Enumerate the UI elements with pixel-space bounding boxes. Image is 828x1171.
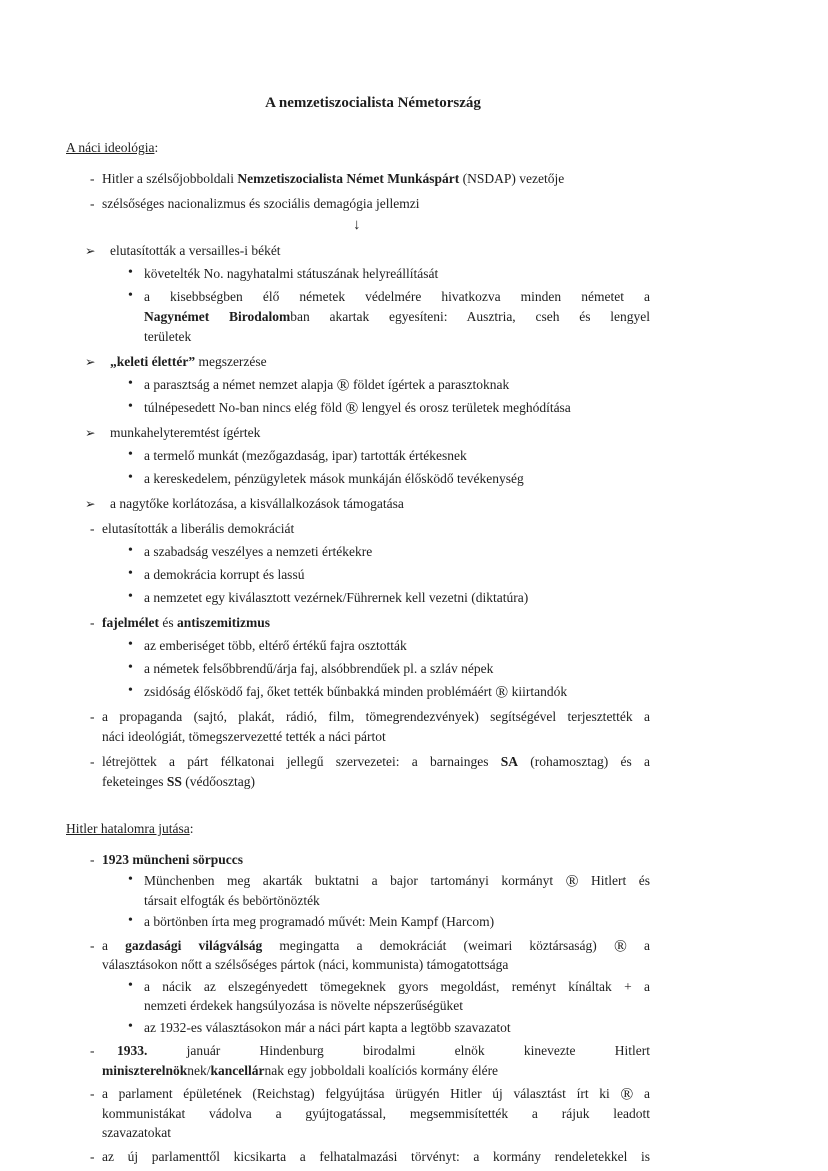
dash-bullet-icon: - <box>90 937 95 953</box>
text: (NSDAP) vezetője <box>459 171 565 186</box>
text: munkahelyteremtést ígértek <box>110 425 261 440</box>
list-item <box>66 469 650 489</box>
bold-text: kancellár <box>210 1062 265 1078</box>
section-2 <box>66 819 650 1166</box>
dash-bullet-icon: - <box>90 196 95 211</box>
text: társait elfogták és bebörtönözték <box>144 892 320 908</box>
text-line <box>110 352 650 372</box>
dot-bullet-icon: • <box>128 660 133 675</box>
dot-bullet-icon: • <box>128 447 133 462</box>
text: náci ideológiát, tömegszervezetté tették a náci pártot <box>102 729 386 744</box>
text-line <box>102 727 650 747</box>
text-line <box>102 1104 650 1124</box>
text-line <box>102 936 650 956</box>
text: földet ígértek a parasztoknak <box>349 377 510 392</box>
text: megingatta a demokráciát (weimari köztársaság) <box>262 937 614 953</box>
list-item <box>66 542 650 562</box>
circled-r-icon: ® <box>336 375 350 395</box>
text-line <box>102 707 650 727</box>
text-line <box>144 659 650 679</box>
text-line <box>102 1147 650 1167</box>
text-line <box>144 542 650 562</box>
text-line <box>144 375 650 395</box>
text: a kisebbségben élő németek védelmére hivatkozva minden németet a <box>144 289 650 304</box>
dot-bullet-icon: • <box>128 637 133 652</box>
dot-bullet-icon: • <box>128 399 133 414</box>
list-item <box>66 850 650 870</box>
bold-text: antiszemitizmus <box>176 615 270 630</box>
text: a <box>633 1086 651 1101</box>
text: szavazatokat <box>102 1125 171 1140</box>
text-line <box>144 469 650 489</box>
text: és <box>158 615 177 630</box>
list-item <box>66 707 650 747</box>
bold-text: fajelmélet <box>102 615 159 630</box>
list-item <box>66 423 650 443</box>
bold-text: 1923 müncheni sörpuccs <box>102 851 244 867</box>
text-line <box>102 850 650 870</box>
text: elutasították a versailles-i békét <box>110 243 281 258</box>
text-line <box>144 636 650 656</box>
text: az új parlamenttől kicsikarta a felhatalmazási törvényt: a kormány rendeletekkel is <box>102 1148 650 1164</box>
text-line <box>144 912 650 932</box>
document-title: A nemzetiszocialista Németország <box>265 95 481 111</box>
text-line <box>102 1084 650 1104</box>
text: a parlament épületének (Reichstag) felgyújtása ürügyén Hitler új választást írt ki <box>102 1086 621 1101</box>
dash-bullet-icon: - <box>90 521 95 536</box>
arrow-bullet-icon: ➢ <box>85 426 96 440</box>
text: kommunistákat vádolva a gyújtogatással, megsemmisítették a rájuk leadott <box>102 1105 650 1121</box>
text: a börtönben írta meg programadó művét: Mein Kampf (Harcom) <box>144 914 495 929</box>
list-item <box>66 446 650 466</box>
text-line <box>144 264 650 284</box>
text: túlnépesedett No-ban nincs elég föld <box>144 400 346 415</box>
bold-text: SS <box>166 774 182 789</box>
circled-r-icon: ® <box>495 682 509 702</box>
list-item <box>66 1041 650 1080</box>
text: nak egy jobboldali koalíciós kormány élére <box>264 1062 499 1078</box>
arrow-bullet-icon: ➢ <box>85 244 96 258</box>
text-line <box>110 241 650 261</box>
text: választásokon nőtt a szélsőséges pártok (náci, kommunista) támogatottsága <box>102 957 509 972</box>
list-item <box>66 871 650 910</box>
list-item <box>66 494 650 514</box>
dot-bullet-icon: • <box>128 977 133 993</box>
text-line <box>102 1123 650 1143</box>
text: a propaganda (sajtó, plakát, rádió, film, tömegrendezvények) segítségével terjesztették a <box>102 709 650 724</box>
text: az 1932-es választásokon már a náci párt kapta a legtöbb szavazatot <box>144 1019 511 1035</box>
text: szélsőséges nacionalizmus és szociális demagógia jellemzi <box>102 196 420 211</box>
list-item <box>66 565 650 585</box>
bold-text: miniszterelnök <box>102 1062 188 1078</box>
text: kiirtandók <box>508 684 568 699</box>
text-line <box>102 1041 650 1061</box>
list-item <box>66 588 650 608</box>
list-item <box>66 375 650 395</box>
text-line <box>144 996 650 1016</box>
text: a parasztság a német nemzet alapja <box>144 377 337 392</box>
text: elutasították a liberális demokráciát <box>102 521 295 536</box>
text: ban akartak egyesíteni: Ausztria, cseh és lengyel <box>290 309 650 324</box>
text-line <box>144 327 650 347</box>
section-1 <box>66 138 650 792</box>
dash-bullet-icon: - <box>90 615 95 630</box>
text-line <box>102 752 650 772</box>
text: Münchenben meg akarták buktatni a bajor tartományi kormányt <box>144 873 566 888</box>
dot-bullet-icon: • <box>128 683 133 698</box>
text: a demokrácia korrupt és lassú <box>144 567 305 582</box>
text: az emberiséget több, eltérő értékű fajra osztották <box>144 638 407 653</box>
text: január Hindenburg birodalmi elnök kinevezte Hitlert <box>147 1043 650 1058</box>
list-item <box>66 398 650 418</box>
circled-r-icon: ® <box>345 398 359 418</box>
list-item <box>66 241 650 261</box>
text: lengyel és orosz területek meghódítása <box>358 400 571 415</box>
text-line <box>102 194 650 214</box>
bold-text: 1933. <box>117 1043 148 1058</box>
text-line <box>144 871 650 891</box>
text: Hitlert és <box>578 873 650 888</box>
list-item <box>66 613 650 633</box>
text: létrejöttek a párt félkatonai jellegű szervezetei: a barnainges <box>102 754 501 769</box>
list-item <box>66 752 650 792</box>
text-line <box>102 772 650 792</box>
dot-bullet-icon: • <box>128 288 133 303</box>
text: a nagytőke korlátozása, a kisvállalkozások támogatása <box>110 496 404 511</box>
dash-bullet-icon: - <box>90 709 95 724</box>
text-line <box>144 565 650 585</box>
dot-bullet-icon: • <box>128 265 133 280</box>
text-line <box>144 977 650 997</box>
text: követelték No. nagyhatalmi státuszának helyreállítását <box>144 266 439 281</box>
text: a termelő munkát (mezőgazdaság, ipar) tartották értékesnek <box>144 448 467 463</box>
list-item <box>66 264 650 284</box>
text-line <box>110 494 650 514</box>
text: (védőosztag) <box>181 774 255 789</box>
text-line <box>144 398 650 418</box>
dot-bullet-icon: • <box>128 913 133 928</box>
down-arrow-icon: ↓ <box>353 217 361 233</box>
text-line <box>102 519 650 539</box>
text-line <box>144 287 650 307</box>
text-line <box>102 613 650 633</box>
dot-bullet-icon: • <box>128 376 133 391</box>
section-heading: Hitler hatalomra jutása: <box>66 821 194 836</box>
list-item <box>66 519 650 539</box>
dash-bullet-icon: - <box>90 1086 95 1101</box>
dash-bullet-icon: - <box>90 754 95 769</box>
text: feketeinges <box>102 774 167 789</box>
circled-r-icon: ® <box>613 936 627 955</box>
text-line <box>102 955 650 975</box>
bold-text: „keleti élettér” <box>110 354 196 369</box>
section-heading-text: A náci ideológia <box>66 140 155 155</box>
text: (rohamosztag) és a <box>517 754 650 769</box>
circled-r-icon: ® <box>620 1084 634 1104</box>
text-line <box>144 588 650 608</box>
dot-bullet-icon: • <box>128 543 133 558</box>
text-line <box>144 682 650 702</box>
dot-bullet-icon: • <box>128 470 133 485</box>
text: a kereskedelem, pénzügyletek mások munkáján élősködő tevékenység <box>144 471 524 486</box>
text-line <box>102 169 650 189</box>
dash-bullet-icon: - <box>90 1043 95 1058</box>
list-item <box>66 287 650 347</box>
text: a nemzetet egy kiválasztott vezérnek/Führernek kell vezetni (diktatúra) <box>144 590 529 605</box>
text: nek/ <box>187 1062 211 1078</box>
list-item <box>66 659 650 679</box>
circled-r-icon: ® <box>565 871 579 891</box>
text-line <box>102 1061 650 1081</box>
bold-text: SA <box>500 754 518 769</box>
text: Hitler a szélsőjobboldali <box>102 171 238 186</box>
text: nemzeti érdekek hangsúlyozása is növelte népszerűségüket <box>144 998 464 1013</box>
dash-bullet-icon: - <box>90 851 95 867</box>
bold-text: gazdasági világválság <box>125 937 263 953</box>
bold-text: Nagynémet Birodalom <box>144 309 291 324</box>
text-line <box>110 423 650 443</box>
dash-bullet-icon: - <box>90 171 95 186</box>
list-item <box>66 682 650 702</box>
section-heading-text: Hitler hatalomra jutása <box>66 821 190 836</box>
list-item <box>66 636 650 656</box>
text: megszerzése <box>195 354 267 369</box>
list-item <box>66 1084 650 1143</box>
text-line <box>144 891 650 911</box>
text: a <box>626 937 650 953</box>
list-item <box>66 352 650 372</box>
dot-bullet-icon: • <box>128 1018 133 1034</box>
text: a németek felsőbbrendű/árja faj, alsóbbrendűek pl. a szláv népek <box>144 661 494 676</box>
text-line <box>144 1018 650 1038</box>
section-heading: A náci ideológia: <box>66 140 159 155</box>
text: a szabadság veszélyes a nemzeti értékekre <box>144 544 373 559</box>
text: területek <box>144 329 192 344</box>
document-body <box>66 138 650 1166</box>
dot-bullet-icon: • <box>128 872 133 887</box>
list-item <box>66 936 650 975</box>
list-item <box>66 912 650 932</box>
text: zsidóság élősködő faj, őket tették bűnbakká minden problémáért <box>144 684 496 699</box>
list-item <box>66 1018 650 1038</box>
dot-bullet-icon: • <box>128 589 133 604</box>
text: a <box>102 937 126 953</box>
text-line <box>144 307 650 327</box>
bold-text: Nemzetiszocialista Német Munkáspárt <box>237 171 460 186</box>
text: a nácik az elszegényedett tömegeknek gyors megoldást, reményt kínáltak + a <box>144 978 650 994</box>
list-item <box>66 194 650 214</box>
list-item <box>66 977 650 1016</box>
list-item <box>66 169 650 189</box>
arrow-bullet-icon: ➢ <box>85 497 96 511</box>
arrow-bullet-icon: ➢ <box>85 355 96 369</box>
dot-bullet-icon: • <box>128 566 133 581</box>
text-line <box>144 446 650 466</box>
list-item <box>66 1147 650 1167</box>
dash-bullet-icon: - <box>90 1148 95 1164</box>
